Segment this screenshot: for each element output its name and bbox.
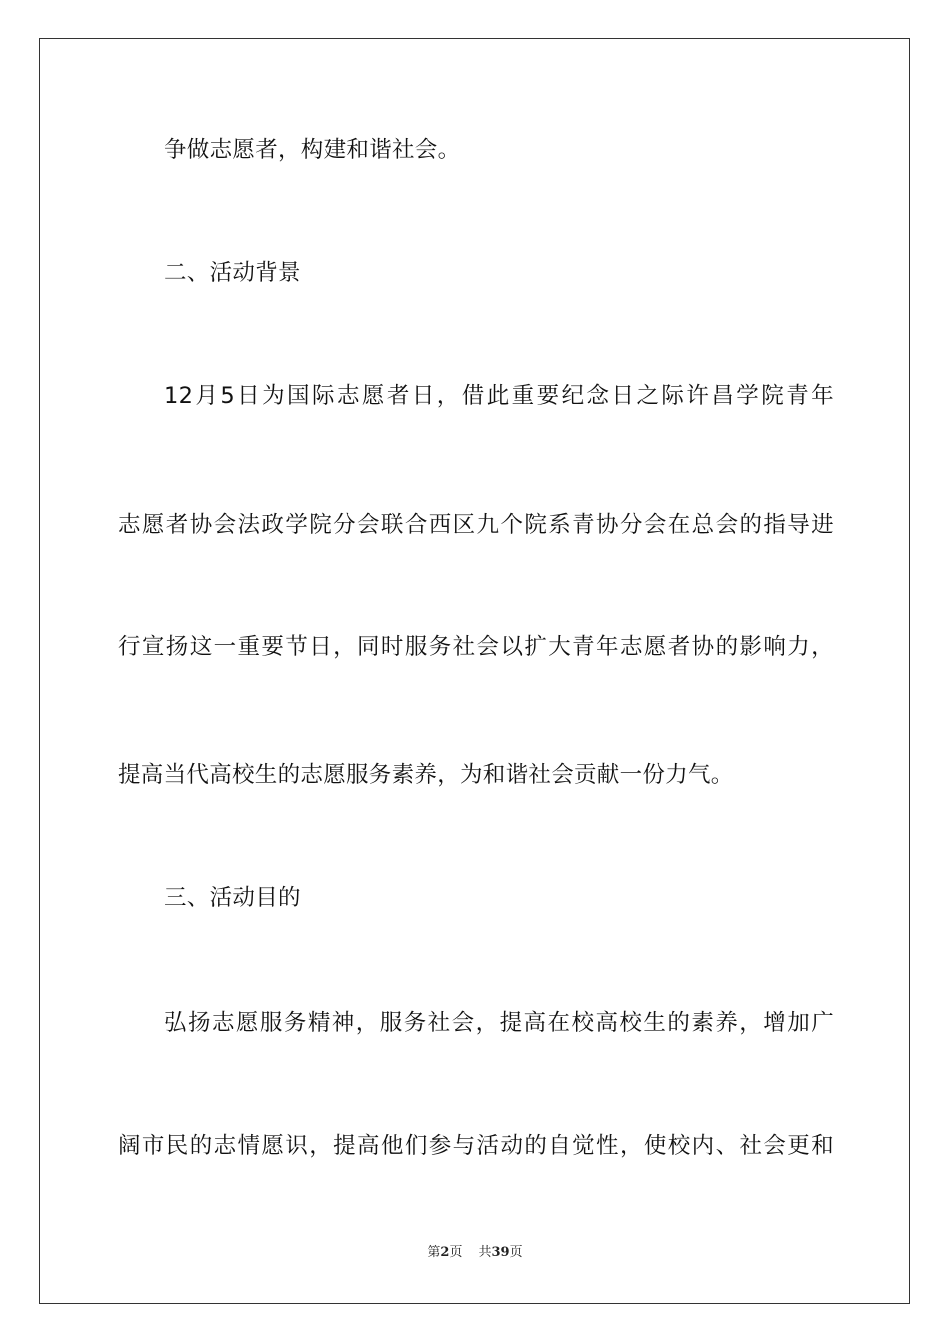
current-page-number: 2 [440, 1245, 450, 1260]
total-suffix: 页 [509, 1245, 523, 1260]
paragraph-line: 提高当代高校生的志愿服务素养，为和谐社会贡献一份力气。 [118, 762, 734, 788]
paragraph-line: 阔市民的志情愿识，提高他们参与活动的自觉性，使校内、社会更和 [118, 1133, 834, 1159]
total-prefix: 共 [478, 1245, 492, 1260]
page-footer [0, 1244, 950, 1262]
paragraph-line: 争做志愿者，构建和谐社会。 [164, 137, 461, 163]
section-heading-background: 二、活动背景 [164, 260, 301, 286]
page-border [39, 38, 910, 1304]
paragraph-line: 志愿者协会法政学院分会联合西区九个院系青协分会在总会的指导进 [118, 512, 834, 538]
paragraph-line: 行宣扬这一重要节日，同时服务社会以扩大青年志愿者协的影响力， [118, 634, 834, 660]
page-suffix: 页 [449, 1245, 463, 1260]
section-heading-purpose: 三、活动目的 [164, 885, 301, 911]
paragraph-line: 弘扬志愿服务精神，服务社会，提高在校高校生的素养，增加广 [164, 1010, 834, 1036]
paragraph-line: 12月5日为国际志愿者日，借此重要纪念日之际许昌学院青年 [164, 383, 834, 409]
total-page-count: 39 [491, 1245, 510, 1260]
page-prefix: 第 [427, 1245, 441, 1260]
